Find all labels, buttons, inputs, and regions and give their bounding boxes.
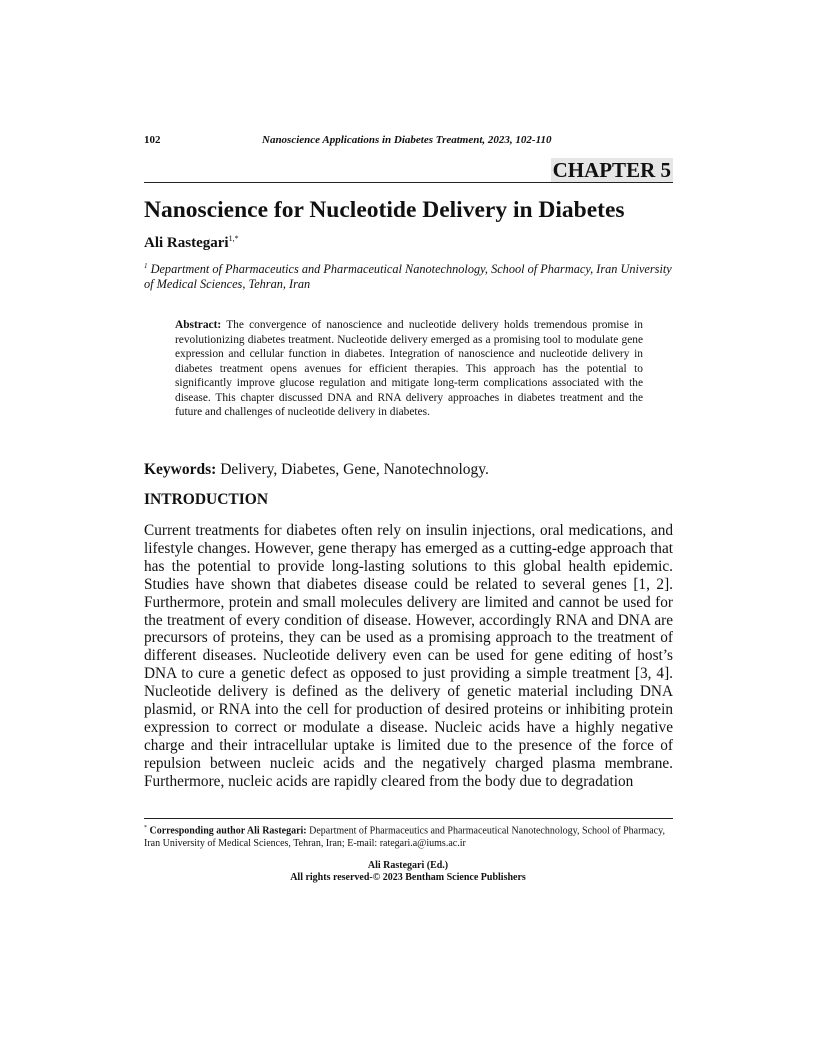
book-meta: , 2023, 102-110 [482, 134, 552, 146]
abstract-label: Abstract: [175, 319, 222, 331]
footer-editor: Ali Rastegari (Ed.) [367, 860, 449, 871]
author-name: Ali Rastegari [144, 235, 229, 251]
footnote-rule [144, 818, 673, 819]
header-rule [144, 182, 673, 183]
footnote-mark: * [144, 825, 147, 831]
body-paragraph: Current treatments for diabetes often rely on insulin injections, oral medications, and lifestyle changes. However, gene therapy has emerged as a cutting-edge approach that has the potential to provide long-lasting solutions to this global health epidemic. Studies have shown that diabetes disease could be related to several genes [1, 2]. Furthermore, protein and small molecules delivery are limited and cannot be used for the treatment of every condition of disease. However, accordingly RNA and DNA are precursors of proteins, they can be used as a promising approach to the treatment of different diseases. Nucleotide delivery even can be used for gene editing of host’s DNA to cure a genetic defect as opposed to just providing a simple treatment [3, 4]. Nucleotide delivery is defined as the delivery of genetic material including DNA plasmid, or RNA into the cell for production of desired proteins or inhibiting protein expression to correct or modulate a disease. Nucleic acids have a highly negative charge and their intracellular uptake is limited due to the presence of the force of repulsion between nucleic acids and the negatively charged plasma membrane. Furthermore, nucleic acids are rapidly cleared from the body due to degradation [144, 522, 673, 790]
section-heading: INTRODUCTION [144, 491, 269, 508]
author-marks: 1,* [228, 234, 239, 243]
footer-rights: All rights reserved-© 2023 Bentham Science Publishers [290, 872, 526, 883]
footnote [144, 822, 679, 850]
chapter-label: CHAPTER 5 [552, 158, 671, 182]
keywords [144, 461, 489, 479]
affiliation [144, 259, 673, 292]
keywords-text: Delivery, Diabetes, Gene, Nanotechnology. [220, 461, 489, 478]
footnote-text: Department of Pharmaceutics and Pharmaceutical Nanotechnology, School of Pharmacy, Iran University of Medical Sciences, Tehran, Iran; E-mail: rategari.a@iums.ac.ir [144, 825, 665, 850]
abstract [175, 318, 643, 420]
running-header [262, 134, 551, 146]
footnote-label: Corresponding author Ali Rastegari: [149, 825, 307, 837]
abstract-text: The convergence of nanoscience and nucleotide delivery holds tremendous promise in revolutionizing diabetes treatment. Nucleotide delivery emerged as a promising tool to modulate gene expression and cellular function in diabetes. Integration of nanoscience and nucleotide delivery in diabetes treatment opens avenues for efficient therapies. This approach has the potential to significantly improve glucose regulation and mitigate long-term complications associated with the disease. This chapter discussed DNA and RNA delivery approaches in diabetes treatment and the future and challenges of nucleotide delivery in diabetes. [175, 319, 643, 418]
chapter-title: Nanoscience for Nucleotide Delivery in Diabetes [144, 197, 625, 223]
keywords-label: Keywords: [144, 461, 217, 478]
page-number: 102 [144, 134, 161, 146]
affiliation-text: Department of Pharmaceutics and Pharmaceutical Nanotechnology, School of Pharmacy, Iran University of Medical Sciences, Tehran, Iran [144, 262, 672, 292]
affiliation-mark: 1 [144, 262, 148, 270]
book-title: Nanoscience Applications in Diabetes Treatment [262, 134, 483, 146]
author [144, 234, 239, 252]
